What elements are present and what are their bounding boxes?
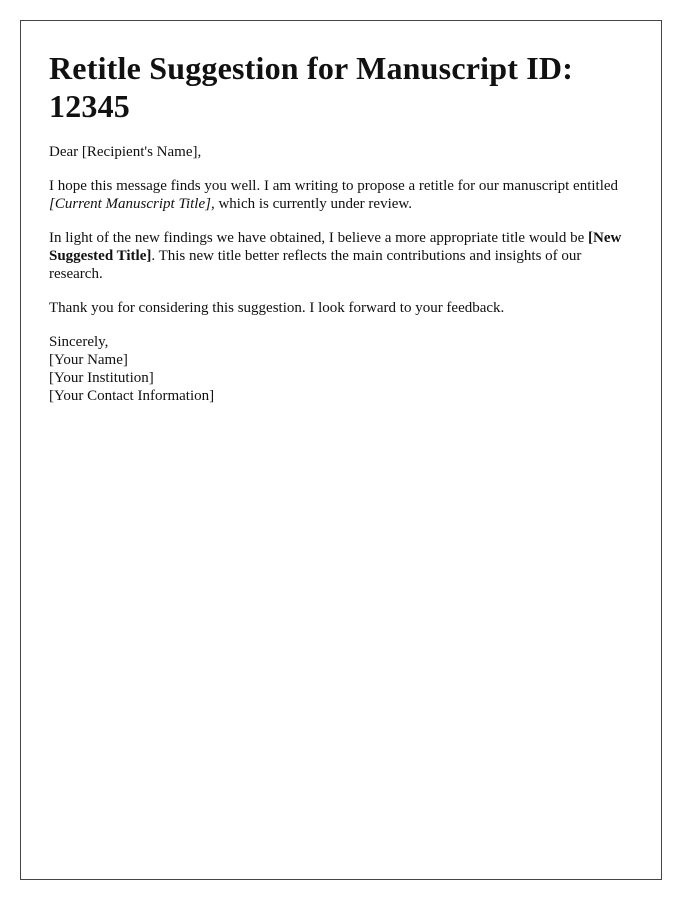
paragraph-proposal — [49, 229, 633, 283]
closing: Sincerely, — [49, 334, 109, 350]
paragraph-proposal-text-before: In light of the new findings we have obtained, I believe a more appropriate title would be — [49, 230, 588, 246]
letter-page — [20, 20, 662, 880]
letter-title: Retitle Suggestion for Manuscript ID: 12345 — [49, 50, 574, 124]
signature-contact: [Your Contact Information] — [49, 388, 215, 404]
signature-name: [Your Name] — [49, 352, 128, 368]
current-manuscript-title: [Current Manuscript Title] — [49, 196, 211, 212]
paragraph-intro-text-before: I hope this message finds you well. I am writing to propose a retitle for our manuscript entitled — [49, 178, 619, 194]
new-suggested-title: [New Suggested Title] — [49, 230, 622, 264]
signature-block — [49, 333, 633, 405]
paragraph-thanks: Thank you for considering this suggestion. I look forward to your feedback. — [49, 300, 505, 316]
paragraph-proposal-text-after: . This new title better reflects the main contributions and insights of our research. — [49, 248, 582, 282]
signature-institution: [Your Institution] — [49, 370, 154, 386]
paragraph-intro-text-after: , which is currently under review. — [210, 196, 413, 212]
paragraph-intro — [49, 177, 633, 213]
salutation: Dear [Recipient's Name], — [49, 144, 202, 160]
